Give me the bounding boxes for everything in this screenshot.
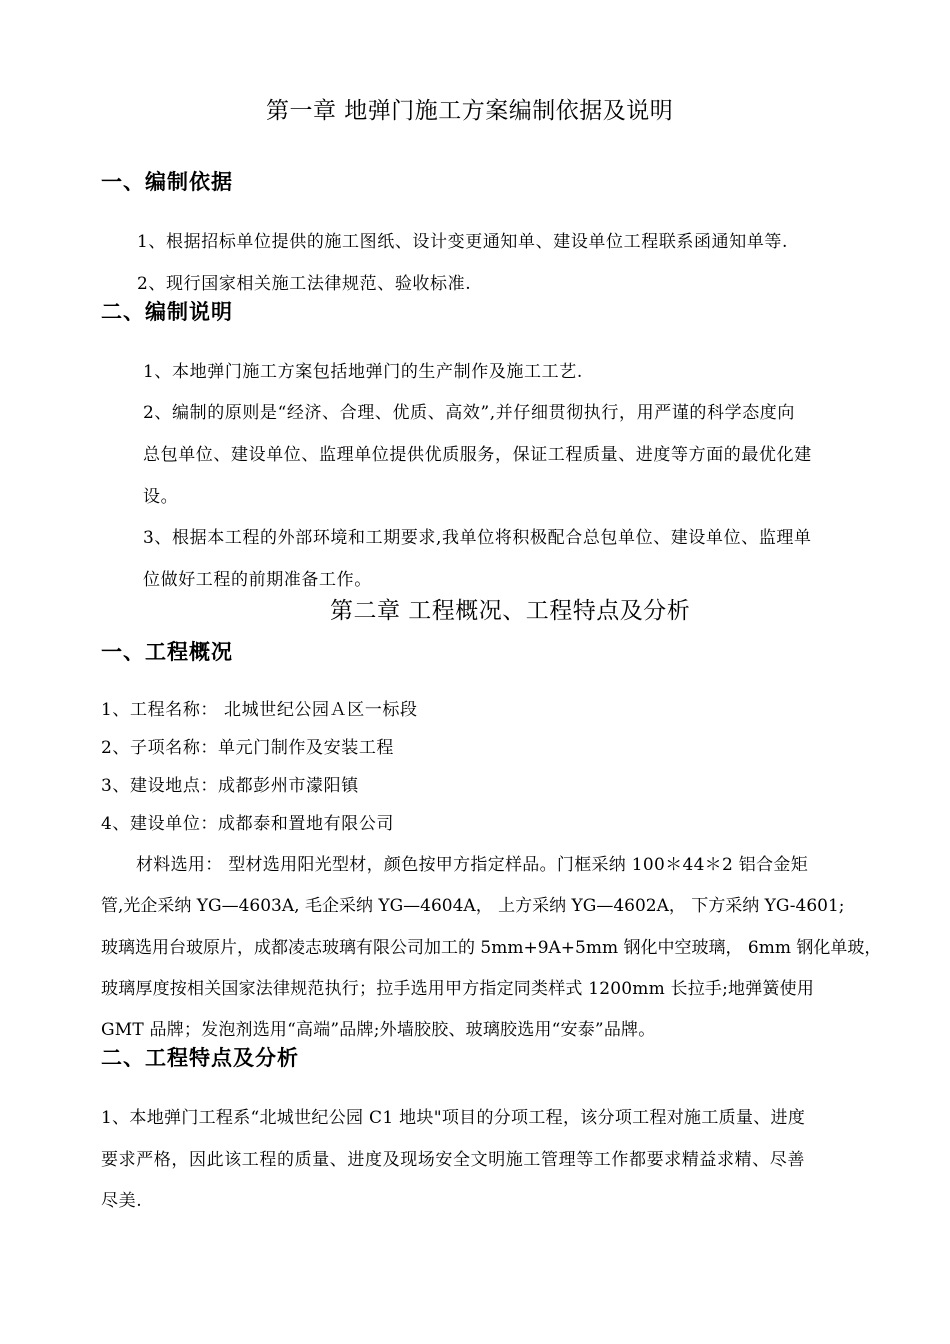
analysis-line-3: 尽美. [101,1191,143,1211]
explanation-line-2: 2、编制的原则是“经济、合理、优质、高效”,并仔细贯彻执行，用严谨的科学态度向 [143,403,795,423]
overview-item-4: 4、建设单位：成都泰和置地有限公司 [101,814,395,834]
chapter-2-title: 第二章 工程概况、工程特点及分析 [330,598,691,624]
analysis-line-1: 1、本地弹门工程系“北城世纪公园 C1 地块"项目的分项工程，该分项工程对施工质量、进度 [101,1108,806,1128]
explanation-line-1: 1、本地弹门施工方案包括地弹门的生产制作及施工工艺. [143,362,583,382]
section-heading-basis: 一、编制依据 [101,170,233,194]
section-heading-explanation: 二、编制说明 [101,300,233,324]
explanation-line-6: 位做好工程的前期准备工作。 [143,570,372,590]
overview-item-2: 2、子项名称：单元门制作及安装工程 [101,738,395,758]
explanation-line-5: 3、根据本工程的外部环境和工期要求,我单位将积极配合总包单位、建设单位、监理单 [143,528,812,548]
explanation-line-3: 总包单位、建设单位、监理单位提供优质服务，保证工程质量、进度等方面的最优化建 [143,445,812,465]
overview-item-1: 1、工程名称： 北城世纪公园Ａ区一标段 [101,700,418,720]
materials-line-5: GMT 品牌；发泡剂选用“高端”品牌;外墙胶胶、玻璃胶选用“安泰”品牌。 [101,1020,656,1040]
overview-item-3: 3、建设地点：成都彭州市濛阳镇 [101,776,359,796]
basis-item-1: 1、根据招标单位提供的施工图纸、设计变更通知单、建设单位工程联系函通知单等. [137,232,789,252]
section-heading-overview: 一、工程概况 [101,640,233,664]
analysis-line-2: 要求严格，因此该工程的质量、进度及现场安全文明施工管理等工作都要求精益求精、尽善 [101,1150,805,1170]
materials-line-3: 玻璃选用台玻原片，成都凌志玻璃有限公司加工的 5mm+9A+5mm 钢化中空玻璃， 6mm 钢化单玻， [101,938,882,958]
explanation-line-4: 设。 [143,487,179,507]
materials-line-4: 玻璃厚度按相关国家法律规范执行；拉手选用甲方指定同类样式 1200mm 长拉手;地弹簧使用 [101,979,815,999]
materials-line-1: 材料选用： 型材选用阳光型材，颜色按甲方指定样品。门框采纳 100＊44＊2 铝合金矩 [136,855,809,875]
section-heading-analysis: 二、工程特点及分析 [101,1046,299,1070]
basis-item-2: 2、现行国家相关施工法律规范、验收标准. [137,274,472,294]
materials-line-2: 管,光企采纳 YG—4603A, 毛企采纳 YG—4604A， 上方采纳 YG—4602A， 下方采纳 YG-4601; [101,896,845,916]
chapter-1-title: 第一章 地弹门施工方案编制依据及说明 [266,98,674,124]
